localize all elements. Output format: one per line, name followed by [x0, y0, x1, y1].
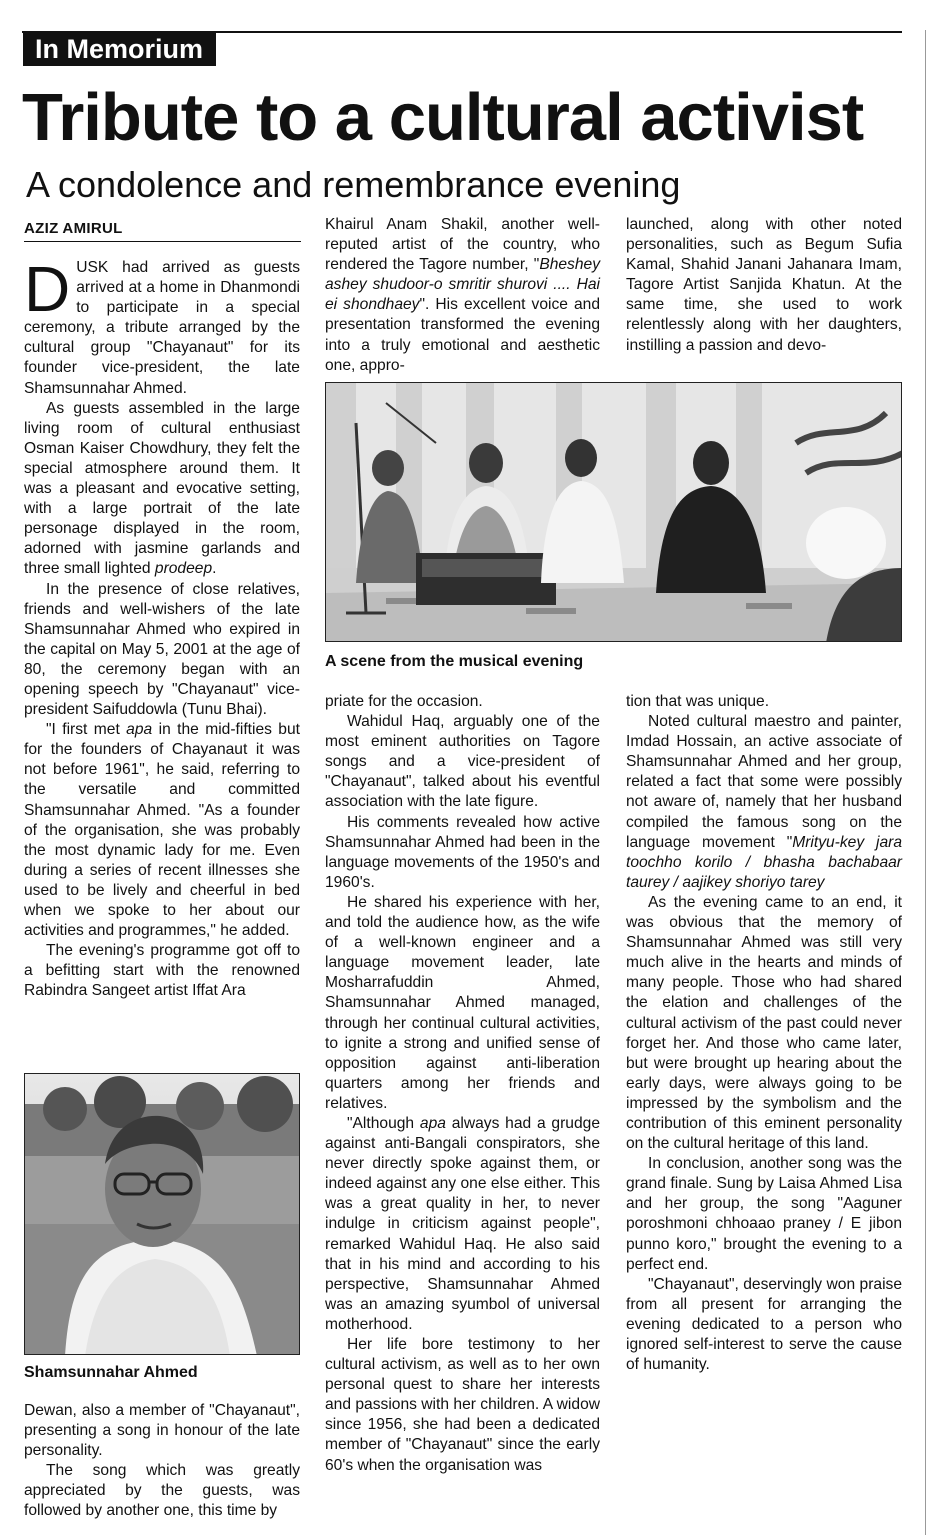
column-3-bottom [626, 692, 902, 1375]
portrait-illustration [25, 1074, 300, 1355]
paragraph [325, 1114, 600, 1335]
paragraph: His comments revealed how active Shamsunnahar Ahmed had been in the language movements of the 1950's and 1960's. [325, 813, 600, 891]
paragraph-text: . [212, 560, 217, 578]
paragraph: launched, along with other noted personalities, such as Begum Sufia Kamal, Shahid Janani Jahanara Imam, Tagore Artist Sanjida Khatun. At the same time, she used to work relentlessly along with her daughters, instilling a passion and devo- [626, 216, 902, 354]
paragraph-text: "Although [347, 1114, 420, 1132]
paragraph: In conclusion, another song was the grand finale. Sung by Laisa Ahmed Lisa and her group, the song "Aaguner poroshmoni chhoaao praney / E jibon punno koro," brought the evening to a perfect end. [626, 1155, 902, 1273]
italic-term: prodeep [154, 560, 213, 578]
paragraph: Wahidul Haq, arguably one of the most eminent authorities on Tagore songs and a vice-president of "Chayanaut", talked about his eventful association with the late figure. [325, 713, 600, 811]
paragraph-text: in the mid-fifties but for the founders of Chayanaut it was not before 1961", he said, referring to the versatile and committed Shamsunnahar Ahmed. "As a founder of the organisation, she was probably the most dynamic lady for me. Even during a series of recent illnesses she used to be lively and cheerful in bed when we spoke to her about our activities and programmes," he added. [24, 721, 300, 940]
musical-evening-caption: A scene from the musical evening [325, 653, 584, 670]
column-3-top [626, 215, 902, 356]
section-tag: In Memorium [23, 33, 216, 66]
headline: Tribute to a cultural activist [22, 80, 864, 155]
byline: AZIZ AMIRUL [24, 219, 301, 242]
paragraph-text: Noted cultural maestro and painter, Imdad Hossain, an active associate of Shamsunnahar Ahmed and her group, related a fact that some were possibly not aware of, namely that her husband compiled the famous song on the language movement " [626, 713, 902, 851]
paragraph: As the evening came to an end, it was obvious that the memory of Shamsunnahar Ahmed was still very much alive in the hearts and minds of many people. Those who had shared the elation and challenges of the cultural activism of the past could never forget her. And those who came later, but were brought up hearing about the early days, were always going to be impressed by the symbolism and the contribution of this eminent personality on the cultural heritage of this land. [626, 893, 902, 1153]
italic-song-title: Mrityu-key jara toochho korilo / bhasha bachabaar taurey / aajikey shoriyo tarey [626, 833, 903, 891]
italic-song-title: Bheshey ashey shudoor-o smritir shurovi .... Hai ei shondhaey [325, 256, 600, 314]
paragraph: In the presence of close relatives, friends and well-wishers of the late Shamsunnahar Ahmed who expired in the capital on May 5, 2001 at the age of 80, the ceremony began with an opening speech by "Chayanaut" vice-president Saifuddowla (Tunu Bhai). [24, 580, 300, 719]
paragraph [325, 215, 600, 376]
italic-term: apa [126, 721, 153, 739]
paragraph [626, 712, 902, 893]
drop-cap: D [24, 253, 71, 325]
column-2-top [325, 215, 600, 376]
paragraph: Dewan, also a member of "Chayanaut", presenting a song in honour of the late personality. [24, 1402, 300, 1460]
column-1-top [24, 253, 300, 1001]
paragraph: Her life bore testimony to her cultural activism, as well as to her own personal quest to share her interests and passions with her children. A widow since 1956, she had been a dedicated member of "Chayanaut" since the early 60's when the organisation was [325, 1336, 600, 1474]
portrait-photo [24, 1073, 300, 1355]
column-1-bottom [24, 1401, 300, 1522]
paragraph: priate for the occasion. [325, 693, 483, 710]
paragraph-text: "I first met [46, 721, 127, 739]
paragraph [24, 720, 300, 941]
paragraph [24, 399, 300, 580]
paragraph: The evening's programme got off to a befitting start with the renowned Rabindra Sangeet artist Iffat Ara [24, 942, 300, 1000]
paragraph-text: As guests assembled in the large living room of cultural enthusiast Osman Kaiser Chowdhury, they felt the special atmosphere around them. It was a pleasant and evocative setting, with a large portrait of the late personage displayed in the room, adorned with jasmine garlands and three small lighted [24, 399, 300, 578]
italic-term: apa [419, 1114, 446, 1132]
paragraph: tion that was unique. [626, 693, 770, 710]
musical-evening-illustration [326, 383, 902, 642]
deck-subtitle: A condolence and remembrance evening [26, 164, 681, 205]
column-2-bottom [325, 692, 600, 1476]
portrait-caption: Shamsunnahar Ahmed [24, 1364, 198, 1381]
paragraph-text: Khairul Anam Shakil, another well-reputed artist of the country, who rendered the Tagore number, " [325, 216, 600, 274]
paragraph-text: ". His excellent voice and presentation transformed the evening into a truly emotional and aesthetic one, appro- [325, 296, 600, 374]
paragraph-text: USK had arrived as guests arrived at a home in Dhanmondi to participate in a special ceremony, a tribute arranged by the cultural group "Chayanaut" for its founder vice-president, the late Shamsunnahar Ahmed. [24, 259, 300, 397]
musical-evening-photo [325, 382, 902, 642]
paragraph: The song which was greatly appreciated by the guests, was followed by another one, this time by [24, 1462, 300, 1520]
paragraph: "Chayanaut", deservingly won praise from all present for arranging the evening dedicated to a person who ignored self-interest to serve the cause of humanity. [626, 1275, 902, 1374]
page-edge-rule [925, 30, 926, 1535]
paragraph [24, 253, 300, 399]
paragraph: He shared his experience with her, and told the audience how, as the wife of a well-known engineer and a language movement leader, late Mosharrafuddin Ahmed, Shamsunnahar Ahmed managed, through her continual cultural activities, to ignite a strong and unified sense of opposition against anti-liberation quarters among her friends and relatives. [325, 893, 600, 1112]
paragraph-text: always had a grudge against anti-Bangali conspirators, she never directly spoke against them, or indeed against any one else either. This was a great quality in her, to never indulge in criticism against people", remarked Wahidul Haq. He also said that in his mind and according to his perspective, Shamsunnahar Ahmed was an amazing syumbol of universal motherhood. [325, 1114, 600, 1333]
